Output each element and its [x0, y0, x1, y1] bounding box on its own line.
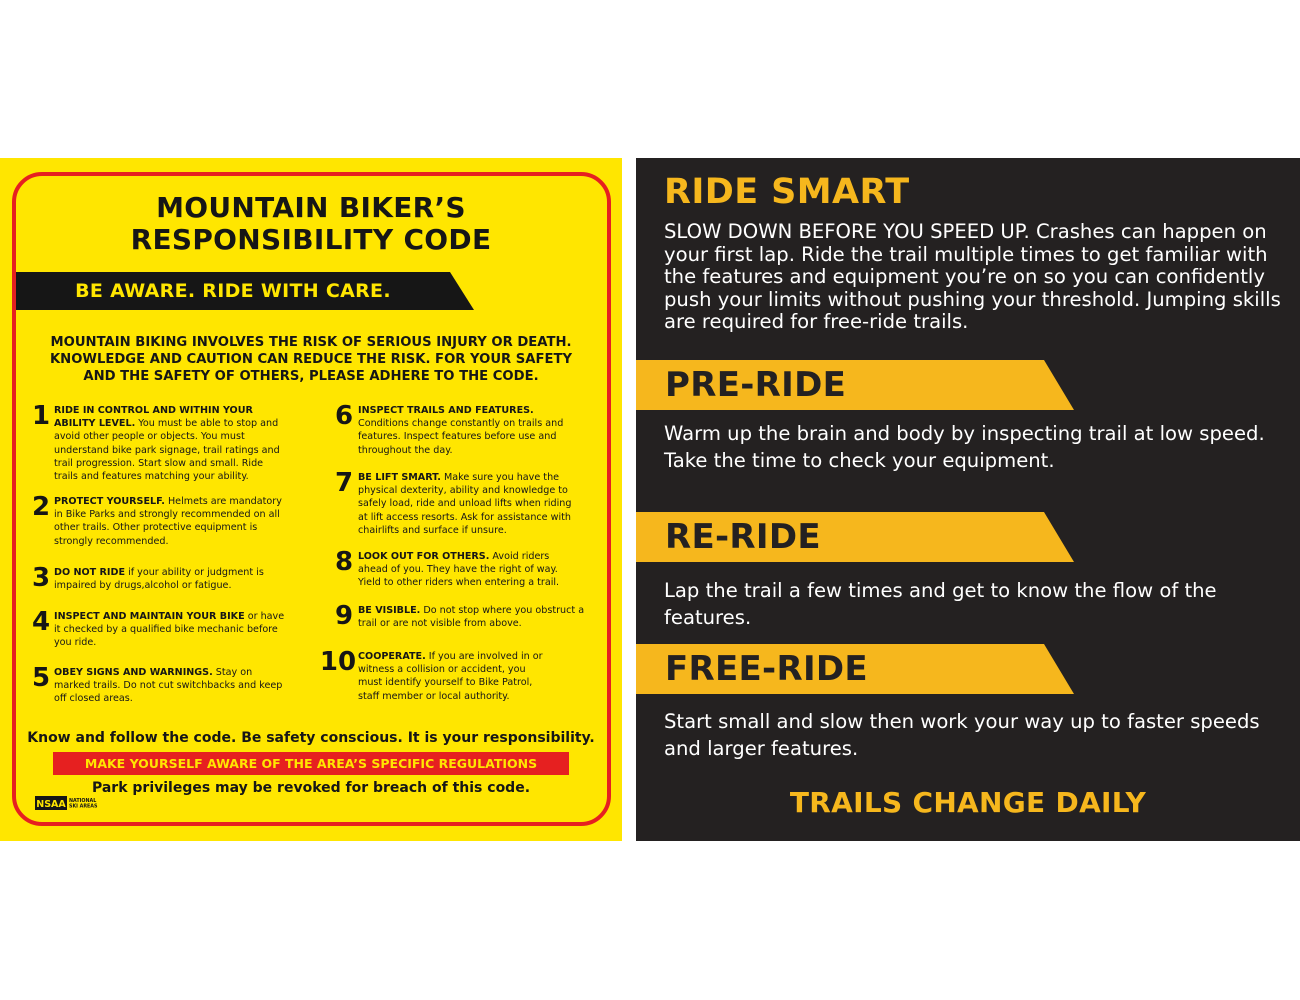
rule-number: 2	[31, 492, 51, 522]
logo-mark: NSAA	[36, 799, 66, 810]
free-ride-heading: FREE-RIDE	[665, 649, 868, 689]
rule-item	[28, 401, 290, 483]
logo-line1: NATIONAL	[69, 799, 97, 804]
rule-item	[330, 547, 570, 590]
rule-text: INSPECT TRAILS AND FEATURES. Conditions change constantly on trails and features. Inspect features before use and throughout the day.	[358, 405, 564, 456]
rule-text: COOPERATE. If you are involved in or witness a collision or accident, you must identify yourself to Bike Patrol, staff member or local authority.	[358, 651, 543, 702]
rule-text: RIDE IN CONTROL AND WITHIN YOUR ABILITY LEVEL. You must be able to stop and avoid other people or objects. You must understand bike park signage, trail ratings and trail progression. Start slow and small. Ride trails and features matching your ability.	[54, 405, 280, 483]
responsibility-code-sign	[0, 158, 622, 841]
trails-change-text: TRAILS CHANGE DAILY	[789, 786, 1147, 819]
ride-smart-body: SLOW DOWN BEFORE YOU SPEED UP. Crashes can happen on your first lap. Ride the trail multiple times to get familiar with the features and equipment you’re on so you can confidently push your limits without pushing your threshold. Jumping skills are required for free-ride trails.	[664, 220, 1281, 333]
rule-item	[330, 401, 580, 457]
sign-title-line1: MOUNTAIN BIKER’S	[156, 191, 466, 224]
intro-text	[40, 334, 582, 385]
free-ride-body: Start small and slow then work your way up to faster speeds and larger features.	[664, 710, 1260, 760]
ride-smart-sign	[636, 158, 1300, 841]
intro-line: KNOWLEDGE AND CAUTION CAN REDUCE THE RISK. FOR YOUR SAFETY	[49, 352, 573, 367]
rule-number: 7	[334, 468, 354, 498]
care-banner	[16, 272, 474, 310]
rule-text: LOOK OUT FOR OTHERS. Avoid riders ahead of you. They have the right of way. Yield to other riders when entering a trail.	[358, 551, 560, 589]
rule-number: 6	[334, 401, 354, 431]
rule-number: 8	[334, 547, 354, 577]
rule-number: 9	[334, 601, 354, 631]
rule-number: 1	[31, 401, 51, 431]
pre-ride-body: Warm up the brain and body by inspecting trail at low speed. Take the time to check your equipment.	[664, 422, 1265, 472]
banner-text: BE AWARE. RIDE WITH CARE.	[75, 280, 391, 302]
rule-item	[28, 492, 290, 548]
rule-number: 5	[31, 663, 51, 693]
rule-number: 10	[319, 647, 357, 677]
re-ride-body: Lap the trail a few times and get to know the flow of the features.	[664, 579, 1217, 629]
logo-line2: SKI AREAS	[69, 804, 98, 810]
rule-item	[28, 607, 290, 650]
rule-number: 3	[31, 563, 51, 593]
rule-text: BE VISIBLE. Do not stop where you obstruct a trail or are not visible from above.	[358, 605, 585, 630]
sign-title	[0, 192, 622, 256]
rule-number: 4	[31, 607, 51, 637]
rule-item	[318, 647, 550, 703]
rule-item	[330, 601, 586, 631]
rule-item	[28, 663, 290, 706]
regulations-banner: MAKE YOURSELF AWARE OF THE AREA’S SPECIFIC REGULATIONS	[53, 752, 569, 775]
re-ride-heading: RE-RIDE	[665, 517, 821, 557]
free-ride-heading-bar	[636, 644, 1074, 694]
nsaa-logo	[35, 796, 105, 810]
rule-item	[28, 563, 268, 593]
footer-privileges-text: Park privileges may be revoked for breach of this code.	[91, 780, 531, 796]
rule-text: OBEY SIGNS AND WARNINGS. Stay on marked trails. Do not cut switchbacks and keep off closed areas.	[54, 667, 283, 705]
pre-ride-heading: PRE-RIDE	[665, 365, 847, 405]
intro-line: AND THE SAFETY OF OTHERS, PLEASE ADHERE TO THE CODE.	[83, 369, 539, 384]
rule-text: DO NOT RIDE if your ability or judgment is impaired by drugs,alcohol or fatigue.	[54, 567, 264, 592]
ride-smart-title: RIDE SMART	[664, 172, 910, 212]
rule-item	[330, 468, 580, 537]
intro-line: MOUNTAIN BIKING INVOLVES THE RISK OF SERIOUS INJURY OR DEATH.	[50, 335, 572, 350]
rule-text: BE LIFT SMART. Make sure you have the physical dexterity, ability and knowledge to safely load, ride and unload lifts when riding at lift access resorts. Ask for assistance with chairlifts and surface if unsure.	[358, 472, 572, 536]
rule-text: INSPECT AND MAINTAIN YOUR BIKE or have it checked by a qualified bike mechanic before you ride.	[54, 611, 285, 649]
pre-ride-heading-bar	[636, 360, 1074, 410]
rule-text: PROTECT YOURSELF. Helmets are mandatory in Bike Parks and strongly recommended on all other trails. Other protective equipment is strongly recommended.	[54, 496, 282, 547]
footer-know-text: Know and follow the code. Be safety conscious. It is your responsibility.	[27, 730, 595, 746]
sign-title-line2: RESPONSIBILITY CODE	[130, 223, 492, 256]
re-ride-heading-bar	[636, 512, 1074, 562]
